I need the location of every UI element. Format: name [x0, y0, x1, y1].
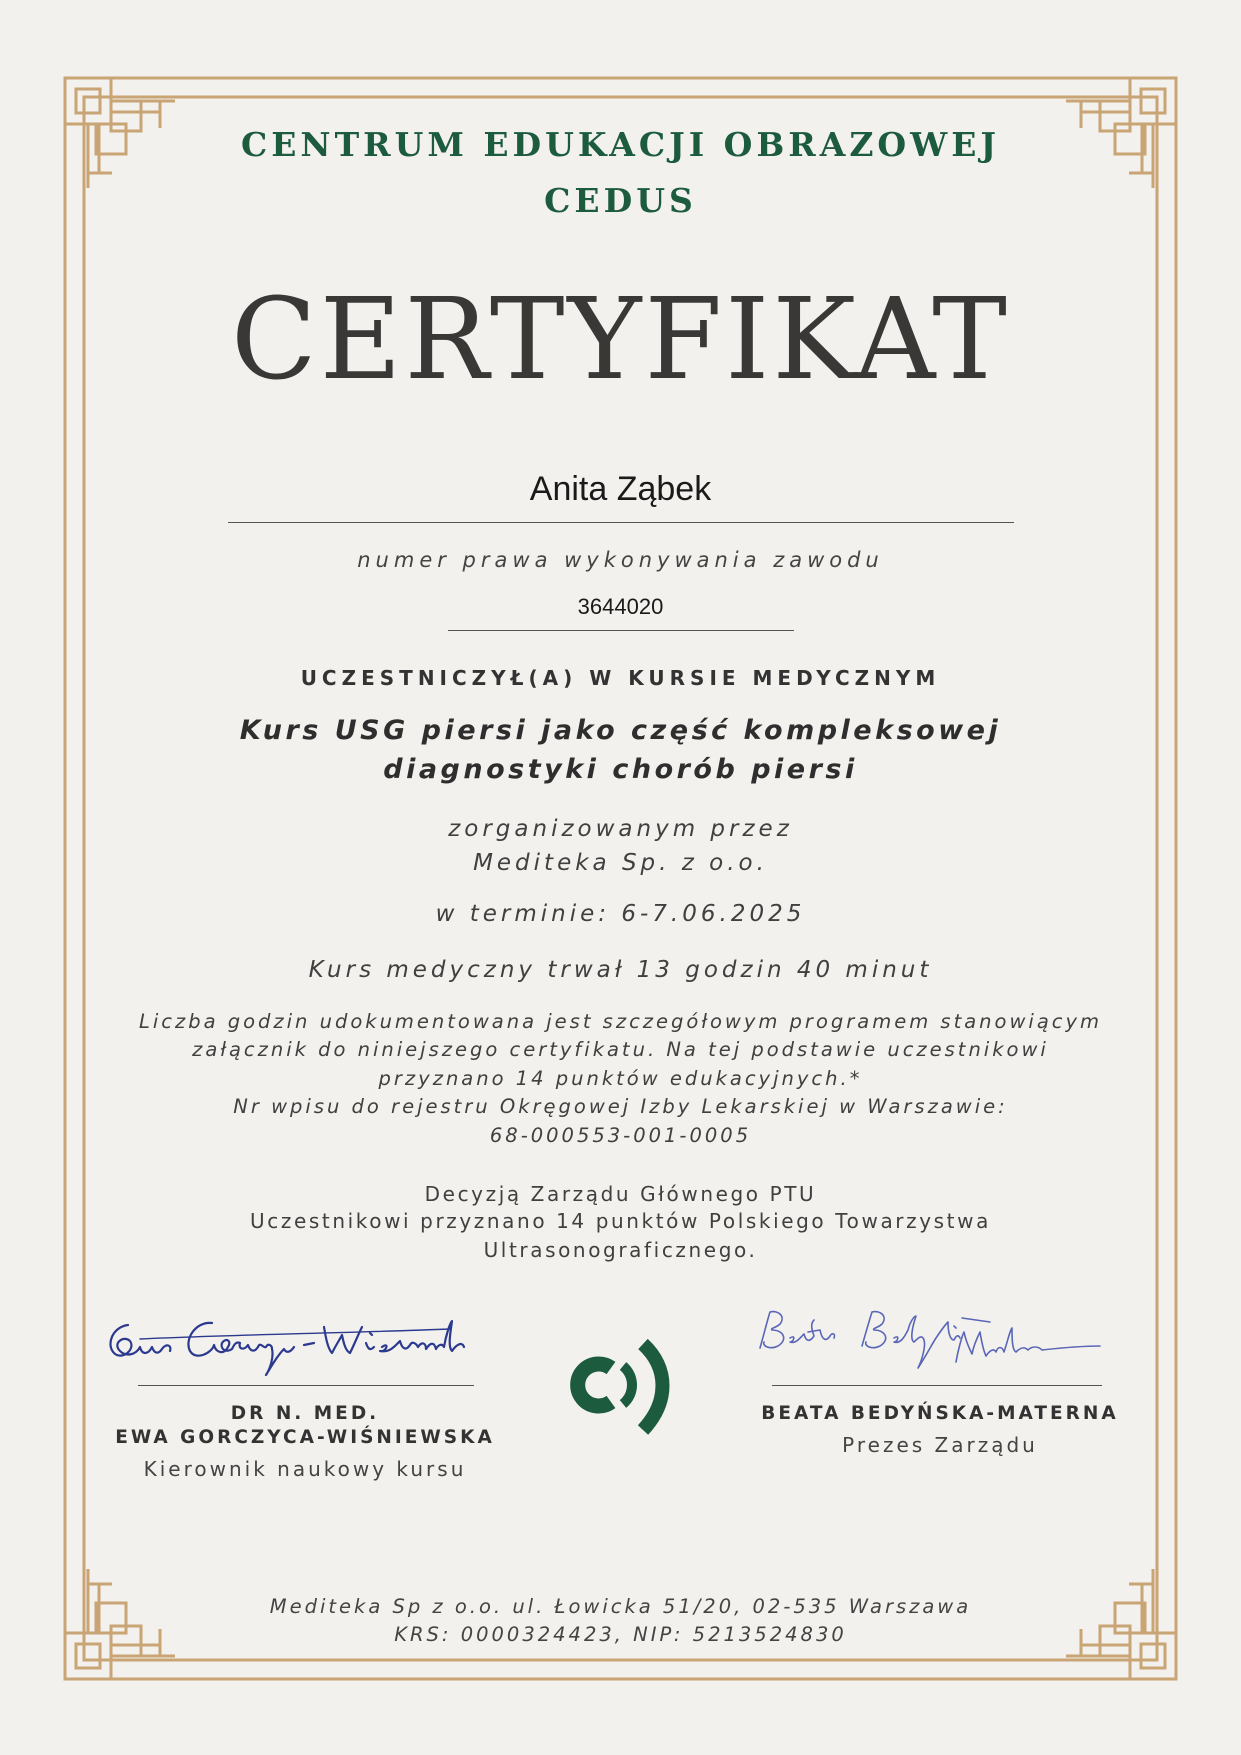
ptu-line: Ultrasonograficznego. [483, 1238, 758, 1262]
registry-number: 68-000553-001-0005 [489, 1124, 752, 1147]
organizer-name: Mediteka Sp. z o.o. [473, 850, 768, 876]
organization-name: CENTRUM EDUKACJI OBRAZOWEJ [241, 125, 1000, 164]
recipient-name: Anita Ząbek [529, 470, 712, 508]
details-line: przyznano 14 punktów edukacyjnych.* [378, 1067, 863, 1090]
details-line: Nr wpisu do rejestru Okręgowej Izby Lekarskiej w Warszawie: [233, 1095, 1008, 1118]
right-signature-line [772, 1385, 1102, 1386]
right-handwritten-signature [750, 1300, 1120, 1380]
course-term: w terminie: 6-7.06.2025 [435, 901, 806, 927]
ptu-line: Uczestnikowi przyznano 14 punktów Polskiego Towarzystwa [250, 1209, 991, 1233]
left-signatory-name: EWA GORCZYCA-WIŚNIEWSKA [115, 1427, 495, 1448]
right-signatory [760, 1402, 1120, 1460]
license-label: numer prawa wykonywania zawodu [357, 548, 884, 572]
organized-label: zorganizowanym przez [448, 816, 793, 842]
footer-registry: KRS: 0000324423, NIP: 5213524830 [394, 1623, 847, 1646]
left-signatory-title: DR N. MED. [230, 1403, 380, 1424]
course-title-line2: diagnostyki chorób piersi [383, 754, 858, 785]
details-line: załącznik do niniejszego certyfikatu. Na tej podstawie uczestnikowi [192, 1038, 1049, 1061]
left-handwritten-signature [100, 1305, 520, 1385]
certificate-title: CERTYFIKAT [231, 275, 1010, 405]
course-duration: Kurs medyczny trwał 13 godzin 40 minut [308, 957, 933, 983]
right-signatory-name: BEATA BEDYŃSKA-MATERNA [761, 1403, 1119, 1424]
footer-address: Mediteka Sp z o.o. ul. Łowicka 51/20, 02-535 Warszawa [269, 1595, 972, 1618]
ptu-line: Decyzją Zarządu Głównego PTU [424, 1182, 817, 1206]
license-underline [448, 630, 794, 631]
left-signatory [100, 1402, 510, 1484]
cedus-logo-icon [565, 1330, 675, 1440]
license-number: 3644020 [577, 594, 664, 619]
organization-acronym: CEDUS [544, 181, 697, 220]
course-title-line1: Kurs USG piersi jako część kompleksowej [239, 715, 1002, 746]
participation-label: UCZESTNICZYŁ(A) W KURSIE MEDYCZNYM [300, 666, 941, 690]
details-line: Liczba godzin udokumentowana jest szczegółowym programem stanowiącym [138, 1010, 1103, 1033]
left-signatory-role: Kierownik naukowy kursu [143, 1457, 467, 1481]
right-signatory-role: Prezes Zarządu [842, 1433, 1038, 1457]
name-underline [228, 522, 1014, 523]
left-signature-line [138, 1385, 474, 1386]
